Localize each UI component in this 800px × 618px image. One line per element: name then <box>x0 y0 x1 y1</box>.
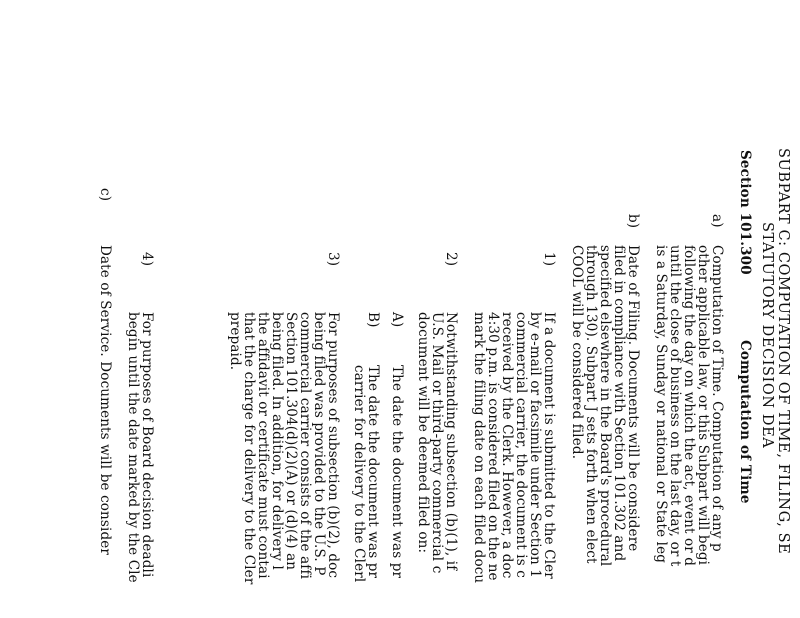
item-label-B: B) <box>365 312 381 328</box>
section-number: Section 101.300 <box>737 150 753 275</box>
subpart-heading-line-1: SUBPART C: COMPUTATION OF TIME, FILING, SE <box>775 148 791 555</box>
paragraph-b-line-4: through 130). Subpart J sets forth when elect <box>583 245 599 564</box>
item-label-3: 3) <box>325 252 341 267</box>
paragraph-a-line-2: other applicable law, or this Subpart will begi <box>695 245 711 566</box>
paragraph-a-line-3: following the day on which the act, event or d <box>681 245 697 567</box>
item-label-2: 2) <box>443 252 459 267</box>
paragraph-1-line-5: 4:30 p.m. is considered filed on the ne <box>485 312 501 581</box>
item-label-a: a) <box>709 214 725 228</box>
paragraph-a-line-1: Computation of Time. Computation of any p <box>709 245 725 552</box>
paragraph-2-line-2: U.S. Mail or third-party commercial c <box>429 312 445 574</box>
paragraph-4-line-1: For purposes of Board decision deadli <box>139 312 155 578</box>
paragraph-3-line-1: For purposes of subsection (b)(2), doc <box>325 312 341 579</box>
paragraph-3-line-2: being filed was provided to the U.S. P <box>311 312 327 576</box>
paragraph-3-line-7: that the charge for delivery to the Cler <box>241 312 257 585</box>
paragraph-a-line-5: is a Saturday, Sunday or national or State leg <box>653 245 669 564</box>
paragraph-2-line-1: Notwithstanding subsection (b)(1), if <box>443 312 459 571</box>
item-label-4: 4) <box>139 252 155 267</box>
paragraph-1-line-3: commercial carrier, the document is c <box>513 312 529 578</box>
paragraph-A-line-1: The date the document was pr <box>389 365 405 579</box>
paragraph-3-line-3: commercial carrier consists of the affi <box>297 312 313 580</box>
paragraph-a-line-4: until the close of business on the last day, or t <box>667 245 683 567</box>
paragraph-B-line-1: The date the document was pr <box>365 365 381 579</box>
section-title: Computation of Time <box>737 340 753 504</box>
paragraph-b-line-3: specified elsewhere in the Board's procedural <box>597 245 613 567</box>
item-label-b: b) <box>625 214 641 229</box>
paragraph-c-line-1: Date of Service. Documents will be consider <box>97 245 113 555</box>
paragraph-1-line-1: If a document is submitted to the Cler <box>541 312 557 579</box>
paragraph-b-line-2: filed in compliance with Section 101.302 and <box>611 245 627 562</box>
paragraph-2-line-3: document will be deemed filed on: <box>415 312 431 554</box>
paragraph-b-line-5: COOL will be considered filed. <box>569 245 585 460</box>
paragraph-4-line-2: begin until the date marked by the Cle <box>125 312 141 583</box>
paragraph-3-line-8: prepaid. <box>227 312 243 371</box>
paragraph-1-line-6: mark the filing date on each filed docu <box>471 312 487 584</box>
paragraph-3-line-4: Section 101.304(d)(2)(A) or (d)(4) an <box>283 312 299 571</box>
item-label-c: c) <box>97 188 113 202</box>
subpart-heading-line-2: STATUTORY DECISION DEA <box>759 222 775 449</box>
paragraph-b-line-1: Date of Filing. Documents will be considere <box>625 245 641 552</box>
paragraph-B-line-2: carrier for delivery to the Clerl <box>351 365 367 583</box>
paragraph-3-line-5: being filed. In addition, for delivery l <box>269 312 285 570</box>
item-label-1: 1) <box>541 252 557 267</box>
paragraph-1-line-4: received by the Clerk. However, a doc <box>499 312 515 579</box>
paragraph-1-line-2: by e-mail or facsimile under Section 1 <box>527 312 543 579</box>
paragraph-3-line-6: the affidavit or certificate must contai <box>255 312 271 579</box>
item-label-A: A) <box>389 312 405 328</box>
